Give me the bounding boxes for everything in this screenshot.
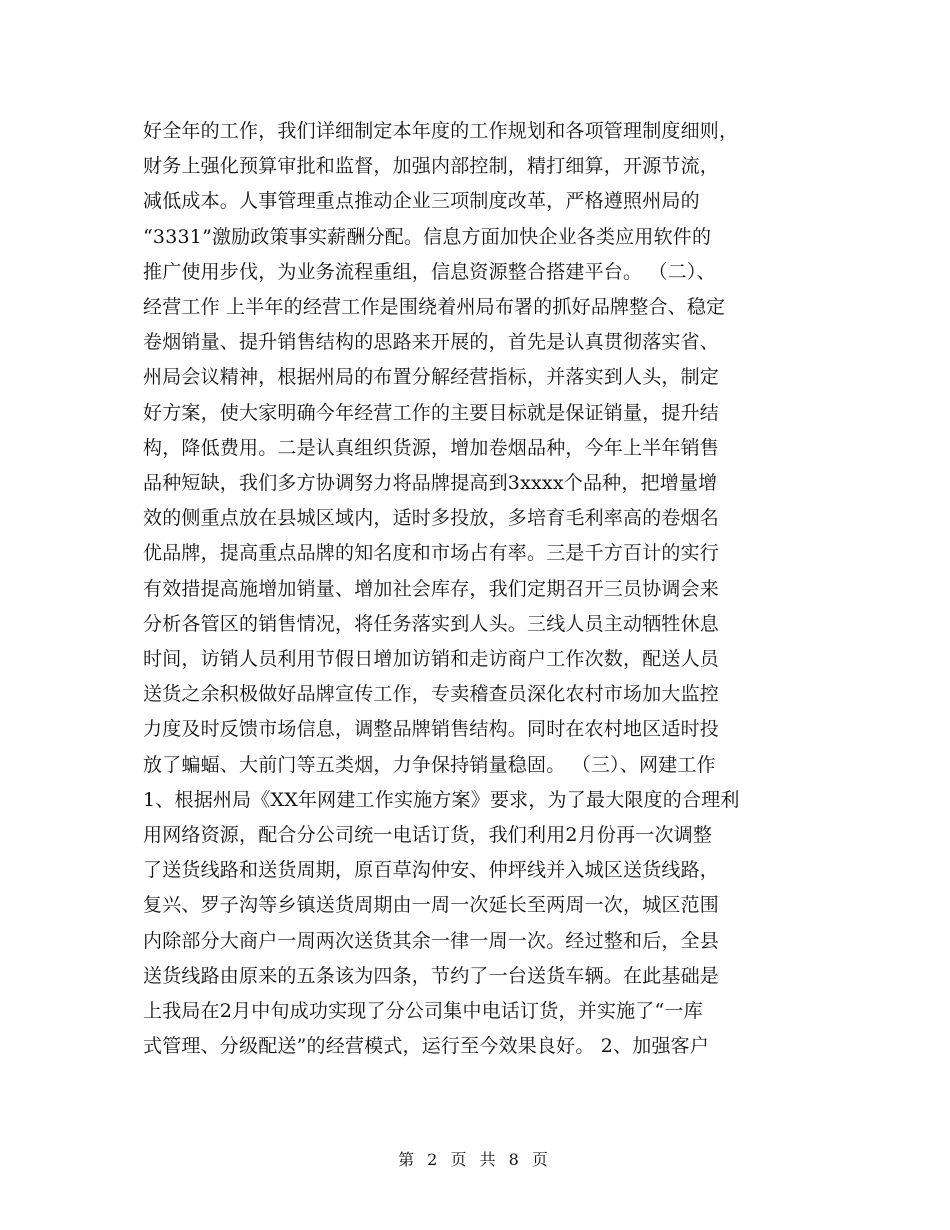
text-line: 复兴、罗子沟等乡镇送货周期由一周一次延长至两周一次，城区范围 bbox=[143, 894, 720, 917]
text-line: 用网络资源，配合分公司统一电话订货，我们利用2月份再一次调整 bbox=[143, 824, 713, 847]
text-line: 效的侧重点放在县城区域内，适时多投放，多培育毛利率高的卷烟名 bbox=[143, 507, 720, 530]
text-line: 时间，访销人员利用节假日增加访销和走访商户工作次数，配送人员 bbox=[143, 648, 720, 671]
text-line: 送货之余积极做好品牌宣传工作，专卖稽查员深化农村市场加大监控 bbox=[143, 683, 720, 706]
text-line: 经营工作 上半年的经营工作是围绕着州局布署的抓好品牌整合、稳定 bbox=[143, 296, 726, 319]
text-line: 好方案，使大家明确今年经营工作的主要目标就是保证销量，提升结 bbox=[143, 401, 720, 424]
text-line: 有效措提高施增加销量、增加社会库存，我们定期召开三员协调会来 bbox=[143, 577, 720, 600]
text-line: 式管理、分级配送”的经营模式，运行至今效果良好。 2、加强客户 bbox=[143, 1035, 710, 1058]
text-line: 分析各管区的销售情况，将任务落实到人头。三线人员主动牺牲休息 bbox=[143, 612, 720, 635]
text-line: “3331”激励政策事实薪酬分配。信息方面加快企业各类应用软件的 bbox=[143, 225, 712, 248]
text-line: 好全年的工作，我们详细制定本年度的工作规划和各项管理制度细则， bbox=[143, 120, 739, 142]
page-number-footer: 第 2 页 共 8 页 bbox=[398, 1150, 552, 1169]
text-line: 放了蝙蝠、大前门等五类烟，力争保持销量稳固。 （三）、网建工作 bbox=[143, 753, 716, 776]
text-line: 品种短缺，我们多方协调努力将品牌提高到3xxxx个品种，把增量增 bbox=[143, 472, 718, 495]
text-line: 力度及时反馈市场信息，调整品牌销售结构。同时在农村地区适时投 bbox=[143, 718, 720, 741]
text-line: 送货线路由原来的五条该为四条，节约了一台送货车辆。在此基础是 bbox=[143, 964, 720, 987]
text-line: 内除部分大商户一周两次送货其余一律一周一次。经过整和后，全县 bbox=[143, 929, 720, 952]
text-line: 1、根据州局《XX年网建工作实施方案》要求，为了最大限度的合理利 bbox=[143, 788, 740, 811]
text-line: 上我局在2月中旬成功实现了分公司集中电话订货，并实施了“一库 bbox=[143, 1000, 703, 1023]
text-line: 财务上强化预算审批和监督，加强内部控制，精打细算，开源节流， bbox=[143, 155, 720, 178]
text-line: 优品牌，提高重点品牌的知名度和市场占有率。三是千方百计的实行 bbox=[143, 542, 720, 565]
text-line: 卷烟销量、提升销售结构的思路来开展的，首先是认真贯彻落实省、 bbox=[143, 331, 720, 354]
text-line: 了送货线路和送货周期，原百草沟仲安、仲坪线并入城区送货线路， bbox=[143, 859, 720, 882]
text-line: 推广使用步伐，为业务流程重组，信息资源整合搭建平台。 （二）、 bbox=[143, 260, 716, 283]
text-line: 减低成本。人事管理重点推动企业三项制度改革，严格遵照州局的 bbox=[143, 190, 700, 213]
text-line: 州局会议精神，根据州局的布置分解经营指标，并落实到人头，制定 bbox=[143, 366, 720, 389]
text-line: 构，降低费用。二是认真组织货源，增加卷烟品种，今年上半年销售 bbox=[143, 436, 720, 459]
body-text bbox=[143, 114, 813, 1064]
